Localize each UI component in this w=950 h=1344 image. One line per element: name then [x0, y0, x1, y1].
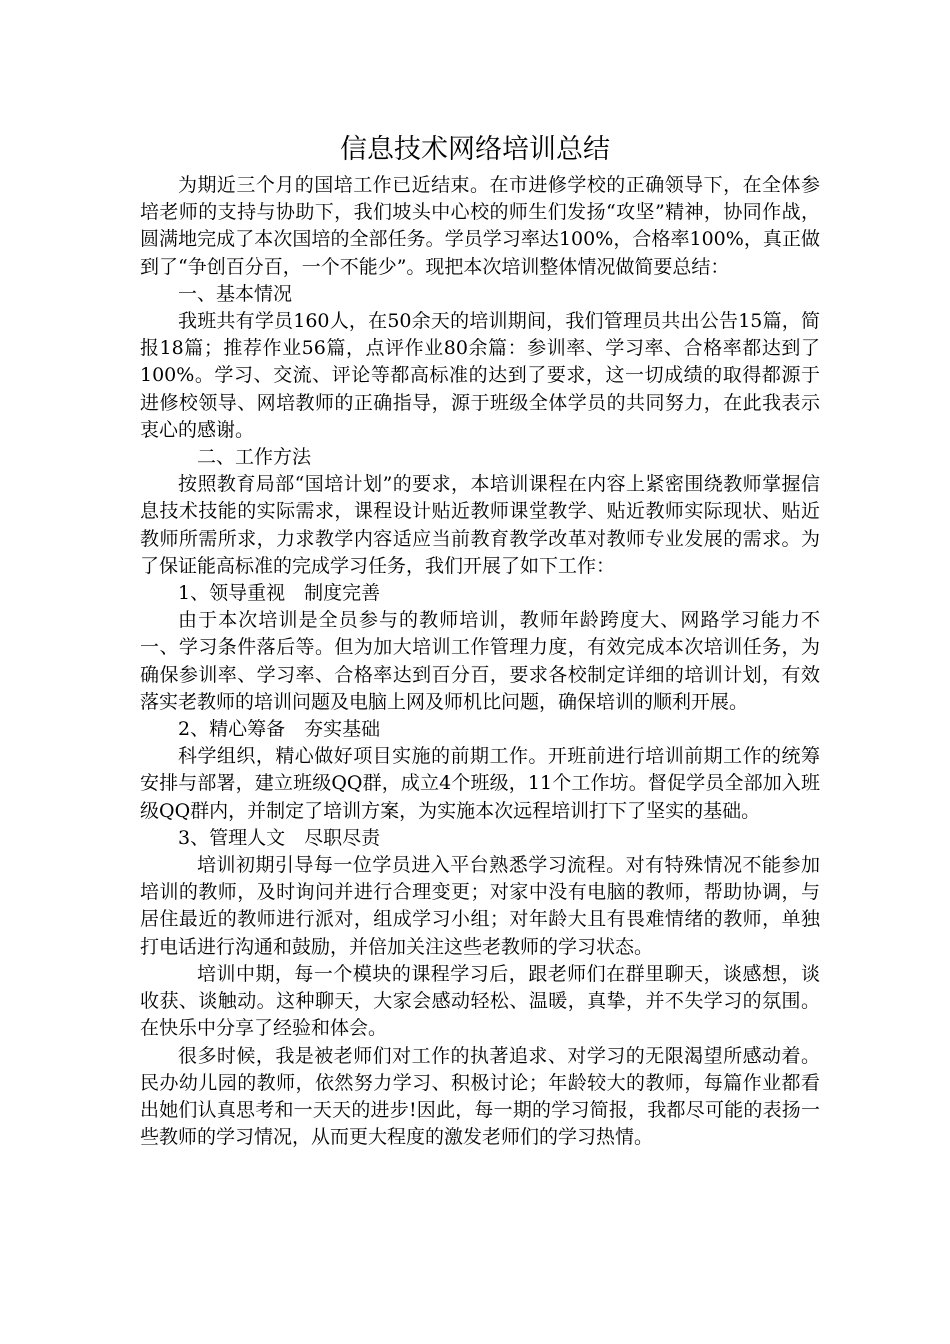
intro-paragraph: 为期近三个月的国培工作已近结束。在市进修学校的正确领导下，在全体参培老师的支持与协助下，我们坡头中心校的师生们发扬“攻坚”精神，协同作战，圆满地完成了本次国培的全部任务。学员学习率达100%，合格率100%，真正做到了“争创百分百，一个不能少”。现把本次培训整体情况做简要总结： — [140, 174, 820, 278]
item-heading-leadership: 1、领导重视 制度完善 — [178, 582, 381, 605]
item-paragraph-management-early: 培训初期引导每一位学员进入平台熟悉学习流程。对有特殊情况不能参加培训的教师，及时询问并进行合理变更；对家中没有电脑的教师，帮助协调，与居住最近的教师进行派对，组成学习小组；对年龄大且有畏难情绪的教师，单独打电话进行沟通和鼓励，并倍加关注这些老教师的学习状态。 — [140, 854, 820, 958]
section-heading-work-methods: 二、工作方法 — [197, 446, 312, 469]
section-heading-basic-situation: 一、基本情况 — [178, 282, 293, 305]
item-heading-management: 3、管理人文 尽职尽责 — [178, 826, 381, 849]
item-paragraph-preparation: 科学组织，精心做好项目实施的前期工作。开班前进行培训前期工作的统筹安排与部署，建立班级QQ群，成立4个班级，11个工作坊。督促学员全部加入班级QQ群内，并制定了培训方案，为实施本次远程培训打下了坚实的基础。 — [140, 745, 820, 822]
item-paragraph-leadership: 由于本次培训是全员参与的教师培训，教师年龄跨度大、网路学习能力不一、学习条件落后等。但为加大培训工作管理力度，有效完成本次培训任务，为确保参训率、学习率、合格率达到百分百，要求各校制定详细的培训计划，有效落实老教师的培训问题及电脑上网及师机比问题，确保培训的顺利开展。 — [140, 609, 820, 713]
document-body — [140, 172, 820, 1151]
section-paragraph-work-methods: 按照教育局部“国培计划”的要求，本培训课程在内容上紧密围绕教师掌握信息技术技能的实际需求，课程设计贴近教师课堂教学、贴近教师实际现状、贴近教师所需所求，力求教学内容适应当前教育教学改革对教师专业发展的需求。为了保证能高标准的完成学习任务，我们开展了如下工作： — [140, 473, 820, 577]
section-paragraph-basic-situation: 我班共有学员160人，在50余天的培训期间，我们管理员共出公告15篇，简报18篇；推荐作业56篇，点评作业80余篇：参训率、学习率、合格率都达到了100%。学习、交流、评论等都高标准的达到了要求，这一切成绩的取得都源于进修校领导、网培教师的正确指导，源于班级全体学员的共同努力，在此我表示衷心的感谢。 — [140, 310, 820, 441]
item-paragraph-management-middle: 培训中期，每一个模块的课程学习后，跟老师们在群里聊天，谈感想，谈收获、谈触动。这种聊天，大家会感动轻松、温暖，真挚，并不失学习的氛围。在快乐中分享了经验和体会。 — [140, 962, 820, 1040]
document-title: 信息技术网络培训总结 — [340, 134, 610, 165]
item-heading-preparation: 2、精心筹备 夯实基础 — [178, 718, 381, 741]
item-paragraph-management-reflection: 很多时候，我是被老师们对工作的执著追求、对学习的无限渴望所感动着。民办幼儿园的教师，依然努力学习、积极讨论；年龄较大的教师，每篇作业都看出她们认真思考和一天天的进步!因此，每一期的学习简报，我都尽可能的表扬一些教师的学习情况，从而更大程度的激发老师们的学习热情。 — [140, 1044, 820, 1149]
